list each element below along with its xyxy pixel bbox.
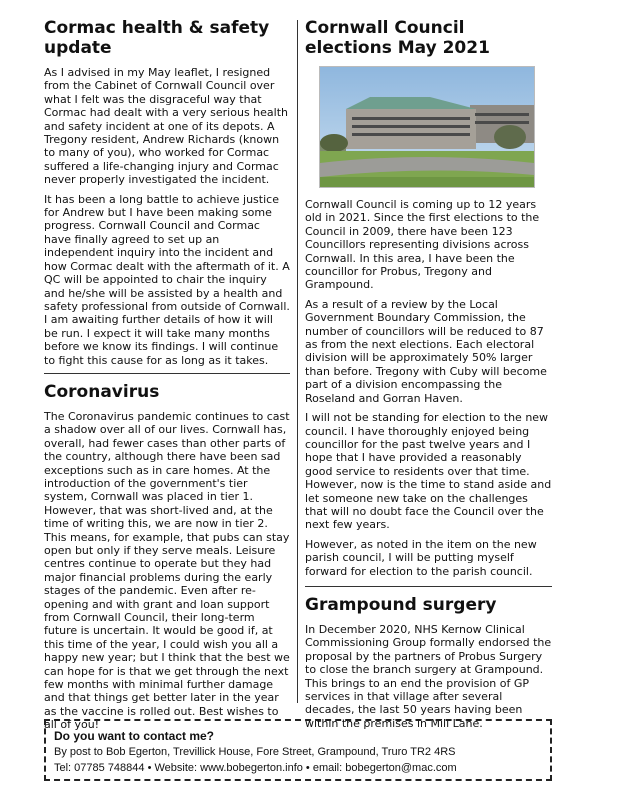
cormac-paragraph-2: It has been a long battle to achieve justice for Andrew but I have been making some progress. Cornwall Council and Cormac have finally agreed to set up an independent inquiry into the incident and how Cormac dealt with the aftermath of it. A QC will be appointed to chair the inquiry and he/she will be assisted by a health and safety professional from outside of Cornwall. I am awaiting further details of how it will be run. I expect it will take many months before we know its findings. I will continue to fight this cause for as long as it takes. bbox=[44, 192, 290, 367]
elections-paragraph-4: However, as noted in the item on the new parish council, I will be putting myself forward for election to the parish council. bbox=[305, 537, 537, 578]
elections-paragraph-3: I will not be standing for election to the new council. I have thoroughly enjoyed being councillor for the past twelve years and I hope that I have provided a reasonably good service to residents over that time. However, now is the time to stand aside and let someone new take on the challenges that will no doubt face the Council over the next few years. bbox=[305, 411, 552, 532]
council-building-photo bbox=[319, 66, 535, 188]
column-divider bbox=[297, 20, 298, 703]
elections-paragraph-1: Cornwall Council is coming up to 12 years old in 2021. Since the first elections to the Council in 2009, there have been 123 Councillors representing divisions across Cornwall. In this area, I have been the councillor for Probus, Tregony and Grampound. bbox=[305, 198, 540, 292]
contact-tel-web-email: Tel: 07785 748844 • Website: www.bobegerton.info • email: bobegerton@mac.com bbox=[54, 762, 457, 774]
cormac-paragraph-1: As I advised in my May leaflet, I resigned from the Cabinet of Cornwall Council over what I felt was the disgraceful way that Cormac had dealt with a very serious health and safety incident at one of its depots. A Tregony resident, Andrew Richards (known to many of you), who worked for Cormac suffered a life-changing injury and Cormac never properly investigated the incident. bbox=[44, 66, 288, 187]
coronavirus-heading: Coronavirus bbox=[44, 381, 160, 402]
section-divider bbox=[44, 373, 290, 374]
elections-heading: Cornwall Council elections May 2021 bbox=[305, 18, 490, 58]
contact-title: Do you want to contact me? bbox=[54, 729, 215, 743]
grampound-paragraph: In December 2020, NHS Kernow Clinical Commissioning Group formally endorsed the proposal by the partners of Probus Surgery to close the branch surgery at Grampound. This brings to an end the provision of GP services in that village after several decades, the last 50 years having been within the premises in Mill Lane. bbox=[305, 622, 552, 730]
elections-paragraph-2: As a result of a review by the Local Government Boundary Commission, the number of councillors will be reduced to 87 as from the next elections. Each electoral division will be approximately 50% larger than before. Tregony with Cuby will become part of a division encompassing the Roseland and Gorran Haven. bbox=[305, 297, 547, 405]
left-column bbox=[44, 18, 290, 738]
cormac-heading: Cormac health & safety update bbox=[44, 18, 270, 58]
grampound-heading: Grampound surgery bbox=[305, 594, 497, 615]
contact-box bbox=[44, 719, 552, 781]
section-divider bbox=[305, 586, 552, 587]
contact-post: By post to Bob Egerton, Trevillick House, Fore Street, Grampound, Truro TR2 4RS bbox=[54, 746, 456, 758]
coronavirus-paragraph: The Coronavirus pandemic continues to cast a shadow over all of our lives. Cornwall has, overall, had fewer cases than other parts of the country, although there have been sad exceptions such as in care homes. At the introduction of the government's tier system, Cornwall was placed in tier 1. However, that was short-lived and, at the time of writing this, we are now in tier 2. This means, for example, that pubs can stay open but only if they serve meals. Leisure centres continue to operate but they had major financial problems during the early stages of the pandemic. Even after re-opening and with grant and loan support from Cornwall Council, their long-term future is uncertain. It would be good if, at this time of the year, I could wish you all a happy new year; but I think that the best we can hope for is that we get through the next few months with minimal further damage and that things get better later in the year as the vaccine is rolled out. Best wishes to all of you! bbox=[44, 409, 290, 732]
right-column bbox=[305, 18, 552, 736]
